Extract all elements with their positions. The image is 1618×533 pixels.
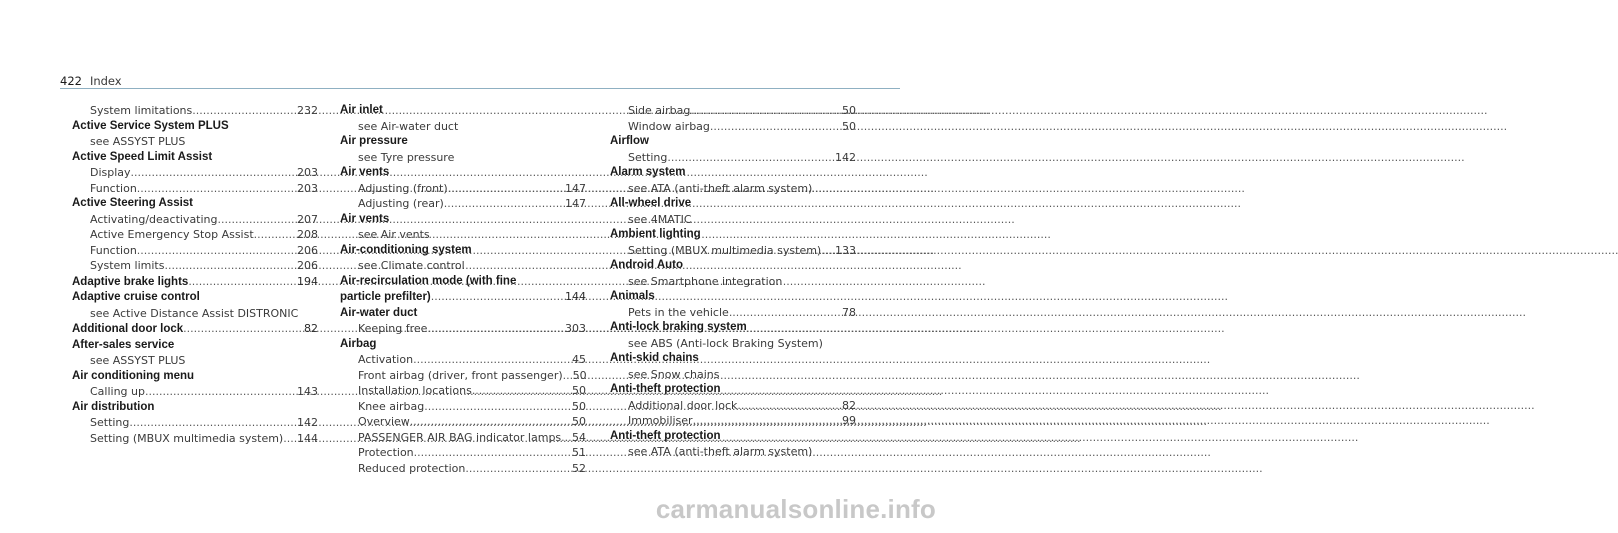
dot-leader [427, 321, 561, 337]
index-heading [72, 369, 318, 385]
index-column-2 [340, 103, 586, 476]
dot-leader [283, 431, 293, 447]
index-heading [340, 103, 586, 119]
index-heading-text: Adaptive cruise control [72, 291, 200, 303]
index-heading [610, 429, 856, 445]
index-subentry [340, 383, 586, 399]
page-reference: 54 [572, 430, 586, 444]
see-reference-text: see Tyre pressure [358, 150, 455, 164]
page-reference: 208 [297, 228, 318, 241]
index-heading-text: All-wheel drive [610, 197, 692, 209]
index-subentry [72, 415, 318, 431]
index-heading-text: After-sales service [72, 338, 175, 351]
index-heading [340, 306, 586, 322]
dot-leader [254, 227, 293, 243]
subentry-text: Window airbag [628, 119, 710, 133]
index-subentry [72, 431, 318, 447]
index-subentry [72, 243, 318, 259]
index-subentry [610, 150, 856, 166]
index-subentry [72, 181, 318, 197]
subentry-text: Reduced protection [358, 461, 466, 475]
subentry-text: Front airbag (driver, front passenger) [358, 368, 563, 382]
subentry-text: Overview [358, 415, 410, 428]
page-reference: 194 [297, 274, 318, 288]
page-reference: 78 [842, 305, 856, 319]
see-reference-text: see Air vents [358, 228, 430, 241]
page-reference: 51 [572, 446, 586, 459]
page-reference: 203 [297, 181, 318, 195]
dot-leader [472, 383, 568, 399]
index-heading-text: Additional door lock [72, 323, 184, 335]
index-see-reference [610, 274, 856, 290]
index-see-reference [610, 367, 856, 383]
dot-leader [188, 274, 293, 290]
index-heading-text: Air inlet [340, 104, 383, 116]
dot-leader [131, 165, 293, 181]
see-reference-text: see Snow chains [628, 367, 720, 381]
page-reference: 50 [572, 384, 586, 397]
index-heading [340, 274, 586, 290]
index-heading [340, 289, 586, 306]
index-heading [610, 227, 856, 243]
subentry-text: Active Emergency Stop Assist [90, 228, 254, 241]
subentry-text: Display [90, 166, 131, 179]
subentry-text: PASSENGER AIR BAG indicator lamps [358, 430, 562, 444]
dot-leader [137, 181, 293, 197]
page-number: 422 [60, 74, 82, 88]
subentry-text: Additional door lock [628, 398, 738, 412]
index-subentry [72, 384, 318, 400]
index-heading-text: Active Speed Limit Assist [72, 150, 213, 163]
header-rule [60, 88, 900, 89]
index-heading [72, 338, 318, 354]
page-reference: 206 [297, 259, 318, 272]
index-heading-text: Air vents [340, 166, 390, 178]
page-reference: 232 [297, 104, 318, 117]
dot-leader [667, 150, 831, 166]
see-reference-text: see Climate control [358, 259, 465, 272]
index-heading [610, 351, 856, 367]
dot-leader [129, 415, 293, 431]
see-reference-text: see ATA (anti-theft alarm system) [628, 445, 813, 458]
dot-leader [444, 196, 561, 212]
index-heading-text: Anti-skid chains [610, 352, 699, 364]
index-subentry [610, 413, 856, 429]
index-column-3 [610, 103, 856, 460]
page-reference: 50 [572, 368, 587, 382]
index-heading [610, 289, 856, 305]
index-subentry [340, 352, 586, 368]
index-heading [610, 134, 856, 150]
see-reference-text: see 4MATIC [628, 212, 692, 226]
index-heading-text: Anti-lock braking system [610, 321, 747, 333]
index-heading [72, 196, 318, 212]
index-heading-text: Air conditioning menu [72, 369, 195, 382]
dot-leader [410, 414, 568, 430]
index-subentry [340, 445, 586, 461]
page-reference: 143 [297, 385, 318, 398]
index-heading-text: Android Auto [610, 259, 684, 271]
dot-leader [465, 461, 568, 477]
subentry-text: Setting [90, 416, 130, 429]
dot-leader [164, 258, 293, 274]
dot-leader [218, 212, 293, 228]
watermark-text: carmanualsonline.info [655, 494, 936, 524]
page-reference: 203 [297, 166, 318, 179]
subentry-text: Pets in the vehicle [628, 305, 729, 319]
index-heading [72, 150, 318, 166]
index-heading [340, 243, 586, 259]
subentry-text: Adjusting (rear) [358, 197, 444, 210]
page-reference: 303 [565, 322, 586, 335]
index-see-reference [610, 444, 856, 460]
index-heading [610, 165, 856, 181]
dot-leader [729, 305, 838, 321]
page-reference: 82 [842, 398, 856, 412]
subentry-text: Setting (MBUX multimedia system) [90, 431, 284, 445]
page-reference: 133 [835, 243, 856, 257]
dot-leader [431, 289, 561, 305]
index-heading [72, 290, 318, 306]
index-subentry [340, 430, 586, 446]
index-heading [610, 320, 856, 336]
see-reference-text: see ASSYST PLUS [90, 354, 186, 367]
page-reference: 144 [565, 290, 586, 303]
page-reference: 99 [842, 414, 856, 427]
index-see-reference [340, 119, 586, 135]
subentry-text: Knee airbag [358, 399, 425, 413]
page-reference: 82 [304, 322, 318, 335]
index-subentry [72, 103, 318, 119]
index-heading [72, 119, 318, 135]
subentry-text: Calling up [90, 385, 145, 398]
index-see-reference [72, 306, 318, 322]
index-heading-text: Active Service System PLUS [72, 119, 229, 132]
page-reference: 142 [297, 416, 318, 429]
index-see-reference [340, 150, 586, 166]
section-name: Index [89, 74, 122, 88]
subentry-text: Protection [358, 446, 414, 459]
page-reference: 50 [572, 415, 586, 428]
index-heading-text: Anti-theft protection [610, 383, 721, 395]
index-heading-text: Alarm system [610, 166, 686, 178]
subentry-text: Installation locations [358, 384, 472, 397]
index-see-reference [340, 258, 586, 274]
index-heading-text: Airbag [340, 337, 377, 350]
dot-leader [690, 103, 838, 119]
see-reference-text: see ABS (Anti-lock Braking System) [628, 336, 823, 350]
subentry-text: Side airbag [628, 104, 691, 117]
page-reference: 206 [297, 243, 318, 257]
index-heading-text: Air-conditioning system [340, 243, 472, 256]
index-subentry [340, 321, 586, 337]
subentry-text: Setting [628, 150, 668, 164]
index-heading-text: Adaptive brake lights [72, 275, 189, 288]
index-heading [610, 196, 856, 212]
dot-leader [448, 181, 561, 197]
index-subentry [340, 399, 586, 415]
dot-leader [424, 399, 568, 415]
index-see-reference [72, 134, 318, 150]
index-subentry [340, 368, 586, 384]
dot-leader [561, 430, 568, 446]
index-subentry [72, 165, 318, 181]
dot-leader [737, 398, 838, 414]
index-subentry [610, 305, 856, 321]
page-reference: 52 [572, 461, 586, 475]
dot-leader [710, 119, 838, 135]
page-reference: 50 [842, 104, 856, 117]
index-see-reference [610, 336, 856, 352]
index-subentry [610, 119, 856, 135]
see-reference-text: see ATA (anti-theft alarm system) [628, 181, 813, 195]
subentry-text: Activating/deactivating [90, 212, 218, 226]
index-heading-text: Air-water duct [340, 306, 418, 319]
index-see-reference [340, 227, 586, 243]
index-heading [340, 337, 586, 353]
index-heading-text: Anti-theft protection [610, 429, 721, 442]
index-heading-text: Active Steering Assist [72, 197, 194, 209]
subentry-text: Adjusting (front) [358, 181, 448, 195]
index-subentry [610, 398, 856, 414]
index-heading [610, 382, 856, 398]
dot-leader [413, 352, 568, 368]
index-heading [340, 165, 586, 181]
index-heading [340, 134, 586, 150]
index-heading-text: Animals [610, 290, 655, 302]
dot-leader [414, 445, 568, 461]
index-subentry [610, 103, 856, 119]
index-heading [340, 212, 586, 228]
index-subentry [72, 212, 318, 228]
dot-leader [145, 384, 293, 400]
index-heading-text: Air distribution [72, 400, 155, 413]
index-heading-text: Air pressure [340, 135, 408, 147]
index-subentry [340, 181, 586, 197]
subentry-text: Setting (MBUX multimedia system) [628, 243, 822, 257]
page-reference: 50 [572, 399, 586, 413]
index-heading-text: Airflow [610, 135, 649, 147]
index-heading [610, 258, 856, 274]
dot-leader [693, 413, 838, 429]
subentry-text: Function [90, 243, 137, 257]
page-reference: 147 [565, 197, 586, 210]
index-heading-text: particle prefilter) [340, 291, 431, 303]
page-reference: 147 [565, 181, 586, 195]
page-reference: 207 [297, 212, 318, 226]
index-subentry [72, 227, 318, 243]
dot-leader [183, 321, 300, 337]
page-reference: 142 [835, 150, 856, 164]
dot-leader [821, 243, 831, 259]
see-reference-text: see ASSYST PLUS [90, 135, 186, 148]
index-see-reference [72, 353, 318, 369]
see-reference-text: see Smartphone integration [628, 274, 783, 288]
index-heading-text: Ambient lighting [610, 228, 701, 240]
page-reference: 50 [842, 119, 856, 133]
subentry-text: System limitations [90, 104, 193, 117]
index-heading [72, 400, 318, 416]
index-column-1 [72, 103, 318, 446]
index-subentry [340, 196, 586, 212]
index-see-reference [610, 181, 856, 197]
index-subentry [340, 461, 586, 477]
subentry-text: Immobiliser [628, 414, 693, 427]
index-subentry [340, 414, 586, 430]
index-subentry [72, 258, 318, 274]
dot-leader [192, 103, 293, 119]
see-reference-text: see Active Distance Assist DISTRONIC [90, 306, 299, 320]
page-reference: 144 [297, 431, 318, 445]
index-see-reference [610, 212, 856, 228]
see-reference-text: see Air-water duct [358, 119, 459, 133]
index-heading [72, 321, 318, 338]
dot-leader [137, 243, 293, 259]
index-heading [72, 274, 318, 291]
subentry-text: Function [90, 181, 137, 195]
subentry-text: System limits [90, 259, 165, 272]
subentry-text: Activation [358, 353, 414, 366]
index-heading-text: Air vents [340, 212, 390, 225]
subentry-text: Keeping free [358, 322, 428, 335]
index-subentry [610, 243, 856, 259]
page-reference: 45 [572, 353, 586, 366]
index-heading-text: Air-recirculation mode (with fine [340, 274, 517, 287]
